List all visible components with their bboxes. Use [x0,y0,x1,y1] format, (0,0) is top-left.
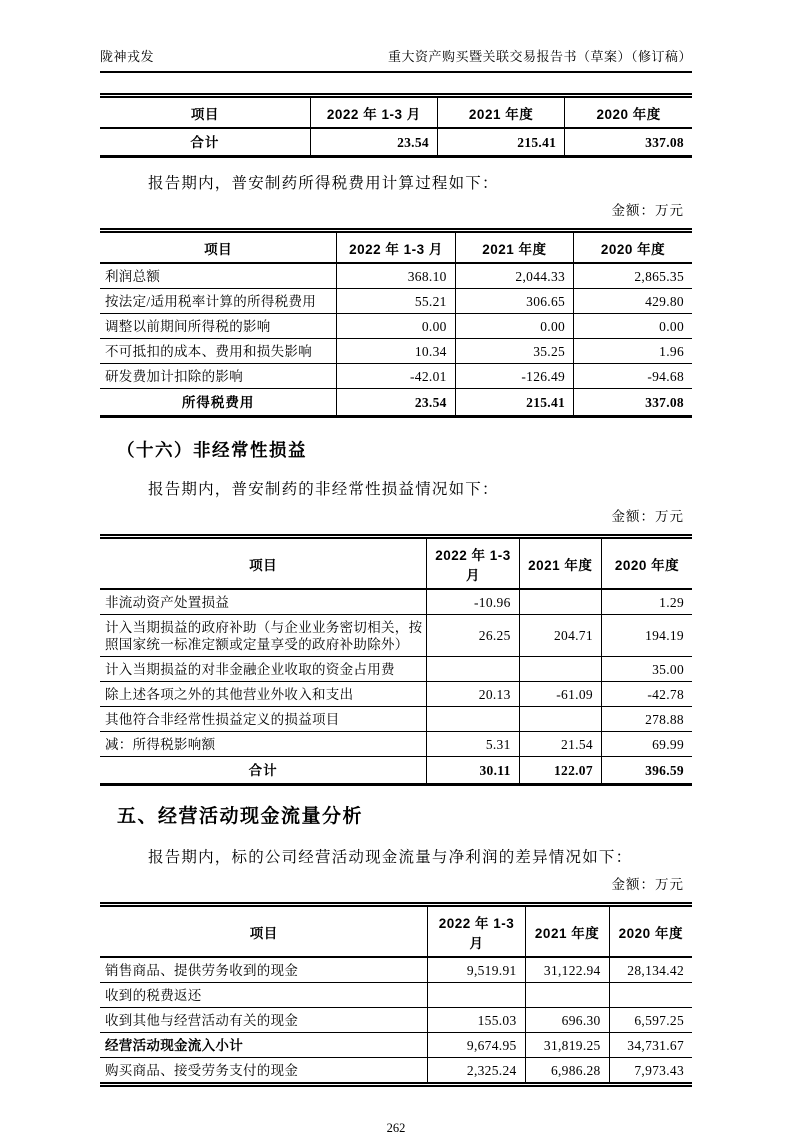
header-company-name: 陇神戎发 [100,49,155,64]
row-label: 收到的税费返还 [100,983,428,1008]
cell-value: 337.08 [565,128,692,157]
row-label: 非流动资产处置损益 [105,594,230,610]
row-label: 合计 [100,757,427,785]
cell-value: 55.21 [337,289,455,314]
table-row-total [100,757,692,785]
table-row [100,263,692,289]
table-header-row [100,231,692,264]
table-row [100,289,692,314]
cell-value: 6,597.25 [609,1008,692,1033]
col-header-item: 项目 [100,231,337,264]
col-header-2021: 2021 年度 [455,231,573,264]
table-header-row [100,537,692,590]
row-label: 调整以前期间所得税的影响 [100,314,337,339]
table-header-row [100,96,692,129]
cell-value [519,707,601,732]
col-header-item: 项目 [100,905,428,958]
cell-value [609,983,692,1008]
cell-value: 429.80 [574,289,692,314]
cell-value: -61.09 [519,682,601,707]
cell-value: 0.00 [337,314,455,339]
col-header-item: 项目 [100,537,427,590]
table-row [100,707,692,732]
section-heading-5: 五、经营活动现金流量分析 [117,806,364,827]
cell-value: 23.54 [310,128,437,157]
cell-value: 368.10 [337,263,455,289]
cell-value: 31,819.25 [525,1033,609,1058]
col-header-2020: 2020 年度 [609,905,692,958]
col-header-2022: 2022 年 1-3 月 [428,905,525,958]
cell-value: 306.65 [455,289,573,314]
col-header-item: 项目 [100,96,310,129]
row-label: 合计 [190,134,220,150]
cell-value: 30.11 [427,757,519,785]
cell-value: 155.03 [428,1008,525,1033]
cell-value: 5.31 [427,732,519,757]
row-label: 购买商品、接受劳务支付的现金 [100,1058,428,1085]
cell-value: 23.54 [337,389,455,417]
unit-label: 金额：万元 [611,509,684,524]
cell-value: 215.41 [437,128,564,157]
unit-label: 金额：万元 [611,877,684,892]
cell-value: 278.88 [601,707,692,732]
cell-value: 28,134.42 [609,957,692,983]
table-row [100,589,692,615]
cell-value: -10.96 [427,589,519,615]
cell-value: 215.41 [455,389,573,417]
cell-value: 2,865.35 [574,263,692,289]
cell-value: 1.96 [574,339,692,364]
table-row-subtotal [100,1033,692,1058]
row-label: 收到其他与经营活动有关的现金 [100,1008,428,1033]
cell-value: 6,986.28 [525,1058,609,1085]
cell-value [525,983,609,1008]
col-header-2020: 2020 年度 [565,96,692,129]
row-label: 不可抵扣的成本、费用和损失影响 [100,339,337,364]
cell-value [519,657,601,682]
col-header-2021: 2021 年度 [519,537,601,590]
intro-tax-paragraph: 报告期内，普安制药所得税费用计算过程如下： [148,175,499,192]
cell-value: 20.13 [427,682,519,707]
table-row [100,1008,692,1033]
row-label: 所得税费用 [100,389,337,417]
cell-value: -42.01 [337,364,455,389]
cell-value: 0.00 [574,314,692,339]
cell-value: 7,973.43 [609,1058,692,1085]
row-label: 研发费加计扣除的影响 [100,364,337,389]
cell-value: 194.19 [601,615,692,657]
row-label: 其他符合非经常性损益定义的损益项目 [100,707,427,732]
income-tax-calculation-table [100,228,692,418]
cell-value: -126.49 [455,364,573,389]
col-header-2022: 2022 年 1-3 月 [310,96,437,129]
cell-value: 2,325.24 [428,1058,525,1085]
row-label: 计入当期损益的对非金融企业收取的资金占用费 [100,657,427,682]
row-label: 计入当期损益的政府补助（与企业业务密切相关，按照国家统一标准定额或定量享受的政府补助除外） [100,615,427,657]
cell-value: 34,731.67 [609,1033,692,1058]
cell-value: 1.29 [601,589,692,615]
running-header [100,46,692,73]
cell-value: -94.68 [574,364,692,389]
table-row [100,957,692,983]
cell-value [428,983,525,1008]
col-header-2022: 2022 年 1-3 月 [337,231,455,264]
table-header-row [100,905,692,958]
section-heading-16: （十六）非经常性损益 [117,440,307,460]
operating-cash-flow-table [100,902,692,1087]
col-header-2021: 2021 年度 [437,96,564,129]
unit-label: 金额：万元 [611,203,684,218]
cell-value: 337.08 [574,389,692,417]
page-number: 262 [386,1121,406,1135]
row-label: 减：所得税影响额 [100,732,427,757]
table-row-total [100,128,692,157]
cell-value: 26.25 [427,615,519,657]
table-row [100,1058,692,1085]
tax-expense-total-table [100,93,692,158]
header-doc-title: 重大资产购买暨关联交易报告书（草案）（修订稿） [387,49,692,64]
table-row [100,983,692,1008]
cell-value [427,657,519,682]
cell-value: 9,674.95 [428,1033,525,1058]
table-row [100,682,692,707]
cell-value: 69.99 [601,732,692,757]
cell-value: 396.59 [601,757,692,785]
cell-value [519,589,601,615]
col-header-2020: 2020 年度 [601,537,692,590]
cell-value: 0.00 [455,314,573,339]
cell-value: 21.54 [519,732,601,757]
cell-value: 35.25 [455,339,573,364]
cell-value: 2,044.33 [455,263,573,289]
table-row [100,339,692,364]
table-row [100,657,692,682]
row-label: 按法定/适用税率计算的所得税费用 [100,289,337,314]
col-header-2021: 2021 年度 [525,905,609,958]
cell-value: 204.71 [519,615,601,657]
cell-value: 696.30 [525,1008,609,1033]
col-header-2022: 2022 年 1-3 月 [427,537,519,590]
row-label: 经营活动现金流入小计 [100,1033,428,1058]
cell-value: 10.34 [337,339,455,364]
table-row [100,364,692,389]
row-label: 销售商品、提供劳务收到的现金 [105,962,299,978]
cell-value: 31,122.94 [525,957,609,983]
table-row [100,615,692,657]
cell-value: 35.00 [601,657,692,682]
cell-value: 9,519.91 [428,957,525,983]
row-label: 利润总额 [105,268,161,284]
intro-nonrecurring-paragraph: 报告期内，普安制药的非经常性损益情况如下： [148,481,499,498]
table-row [100,314,692,339]
non-recurring-items-table [100,534,692,786]
cell-value: -42.78 [601,682,692,707]
table-row [100,732,692,757]
col-header-2020: 2020 年度 [574,231,692,264]
cell-value: 122.07 [519,757,601,785]
table-row-total [100,389,692,417]
cell-value [427,707,519,732]
row-label: 除上述各项之外的其他营业外收入和支出 [100,682,427,707]
intro-cashflow-paragraph: 报告期内，标的公司经营活动现金流量与净利润的差异情况如下： [148,849,633,866]
